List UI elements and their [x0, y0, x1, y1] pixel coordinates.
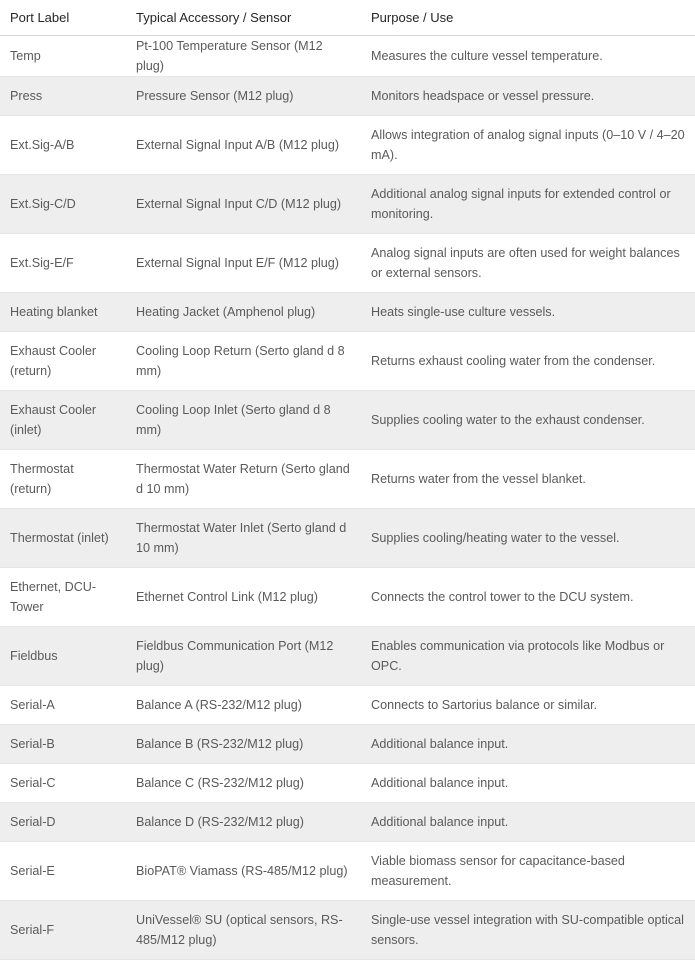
accessory-cell: External Signal Input A/B (M12 plug) — [136, 138, 340, 152]
accessory-cell: Balance D (RS-232/M12 plug) — [136, 815, 304, 829]
table-row — [0, 77, 695, 116]
port-label-cell: Ext.Sig-E/F — [10, 256, 74, 270]
purpose-cell: Connects the control tower to the DCU system. — [371, 590, 634, 604]
header-purpose: Purpose / Use — [361, 0, 695, 36]
purpose-cell: Single-use vessel integration with SU-compatible optical sensors. — [371, 913, 684, 947]
table-row — [0, 842, 695, 901]
header-accessory: Typical Accessory / Sensor — [126, 0, 361, 36]
table-row — [0, 509, 695, 568]
accessory-cell: Balance A (RS-232/M12 plug) — [136, 698, 302, 712]
accessory-cell: Pt-100 Temperature Sensor (M12 plug) — [136, 39, 323, 73]
accessory-cell: Heating Jacket (Amphenol plug) — [136, 305, 316, 319]
table-body — [0, 36, 695, 960]
purpose-cell: Additional balance input. — [371, 776, 509, 790]
port-label-cell: Heating blanket — [10, 305, 98, 319]
port-label-cell: Fieldbus — [10, 649, 58, 663]
port-label-cell: Press — [10, 89, 43, 103]
accessory-cell: BioPAT® Viamass (RS-485/M12 plug) — [136, 864, 348, 878]
purpose-cell: Returns water from the vessel blanket. — [371, 472, 586, 486]
table-row — [0, 116, 695, 175]
purpose-cell: Viable biomass sensor for capacitance-based measurement. — [371, 854, 625, 888]
purpose-cell: Analog signal inputs are often used for weight balances or external sensors. — [371, 246, 680, 280]
purpose-cell: Returns exhaust cooling water from the condenser. — [371, 354, 656, 368]
port-label-cell: Thermostat (inlet) — [10, 531, 109, 545]
accessory-cell: Thermostat Water Inlet (Serto gland d 10 mm) — [136, 521, 347, 555]
table-row — [0, 901, 695, 960]
accessory-cell: Thermostat Water Return (Serto gland d 10 mm) — [136, 462, 350, 496]
table-row — [0, 175, 695, 234]
purpose-cell: Monitors headspace or vessel pressure. — [371, 89, 595, 103]
table-row — [0, 725, 695, 764]
purpose-cell: Connects to Sartorius balance or similar. — [371, 698, 598, 712]
accessory-cell: Cooling Loop Return (Serto gland d 8 mm) — [136, 344, 345, 378]
port-label-cell: Ext.Sig-A/B — [10, 138, 75, 152]
port-label-cell: Ethernet, DCU-Tower — [10, 580, 97, 614]
table-row — [0, 764, 695, 803]
table-header-row — [0, 0, 695, 36]
table-row — [0, 36, 695, 77]
purpose-cell: Allows integration of analog signal inputs (0–10 V / 4–20 mA). — [371, 128, 685, 162]
table-row — [0, 686, 695, 725]
purpose-cell: Supplies cooling water to the exhaust condenser. — [371, 413, 645, 427]
accessory-cell: Fieldbus Communication Port (M12 plug) — [136, 639, 334, 673]
purpose-cell: Supplies cooling/heating water to the vessel. — [371, 531, 620, 545]
purpose-cell: Enables communication via protocols like Modbus or OPC. — [371, 639, 665, 673]
table-row — [0, 627, 695, 686]
accessory-cell: Balance C (RS-232/M12 plug) — [136, 776, 304, 790]
port-label-cell: Exhaust Cooler (return) — [10, 344, 97, 378]
accessory-cell: External Signal Input E/F (M12 plug) — [136, 256, 340, 270]
port-label-cell: Serial-B — [10, 737, 55, 751]
port-label-cell: Serial-E — [10, 864, 55, 878]
port-label-cell: Exhaust Cooler (inlet) — [10, 403, 97, 437]
port-label-cell: Ext.Sig-C/D — [10, 197, 76, 211]
port-label-cell: Serial-D — [10, 815, 56, 829]
purpose-cell: Additional balance input. — [371, 737, 509, 751]
accessory-cell: External Signal Input C/D (M12 plug) — [136, 197, 342, 211]
table-row — [0, 803, 695, 842]
accessory-cell: UniVessel® SU (optical sensors, RS-485/M12 plug) — [136, 913, 343, 947]
purpose-cell: Additional balance input. — [371, 815, 509, 829]
port-label-cell: Thermostat (return) — [10, 462, 74, 496]
accessory-cell: Cooling Loop Inlet (Serto gland d 8 mm) — [136, 403, 331, 437]
accessory-cell: Ethernet Control Link (M12 plug) — [136, 590, 319, 604]
port-label-cell: Serial-A — [10, 698, 55, 712]
accessory-cell: Pressure Sensor (M12 plug) — [136, 89, 294, 103]
port-label-cell: Serial-C — [10, 776, 56, 790]
table-row — [0, 293, 695, 332]
purpose-cell: Additional analog signal inputs for extended control or monitoring. — [371, 187, 671, 221]
port-label-cell: Temp — [10, 49, 41, 63]
table-row — [0, 450, 695, 509]
table-row — [0, 568, 695, 627]
purpose-cell: Heats single-use culture vessels. — [371, 305, 556, 319]
header-port-label: Port Label — [0, 0, 126, 36]
table-row — [0, 391, 695, 450]
table-row — [0, 234, 695, 293]
port-label-cell: Serial-F — [10, 923, 55, 937]
table-row — [0, 332, 695, 391]
purpose-cell: Measures the culture vessel temperature. — [371, 49, 603, 63]
accessory-cell: Balance B (RS-232/M12 plug) — [136, 737, 304, 751]
